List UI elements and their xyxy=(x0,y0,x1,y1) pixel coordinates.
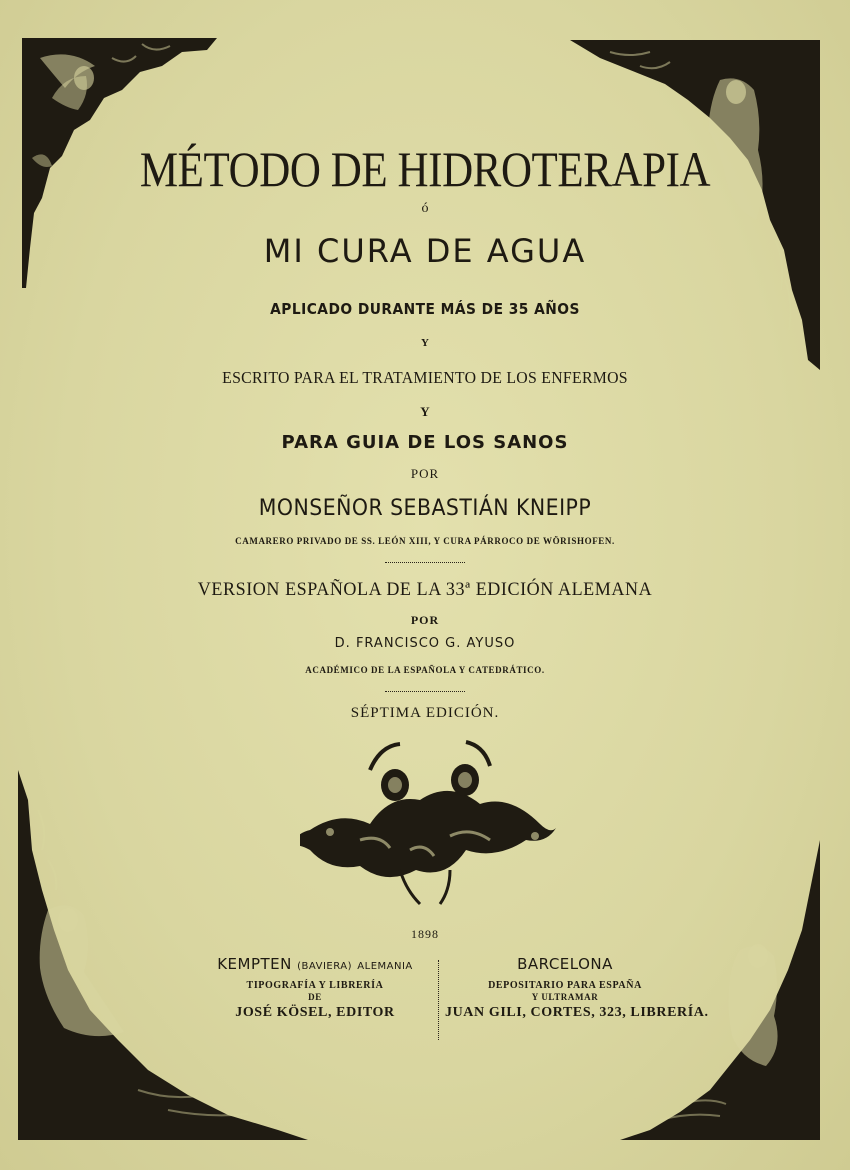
imprint-left-line2: DE xyxy=(308,992,322,1002)
imprint-divider xyxy=(438,960,439,1040)
cherub-vignette-icon xyxy=(300,740,560,914)
imprint-left-line1: TIPOGRAFÍA Y LIBRERÍA xyxy=(246,980,384,991)
book-subtitle: MI CURA DE AGUA xyxy=(263,232,587,270)
imprint-right-publisher: JUAN GILI, CORTES, 323, LIBRERÍA. xyxy=(445,1005,709,1020)
publication-year: 1898 xyxy=(411,927,439,941)
conjunction-y-2: Y xyxy=(420,404,430,419)
imprint-left-city: KEMPTEN xyxy=(217,955,292,973)
guide-line: PARA GUIA DE LOS SANOS xyxy=(281,432,569,453)
edition-line: SÉPTIMA EDICIÓN. xyxy=(350,705,500,721)
por-author: POR xyxy=(410,466,440,481)
imprint-left-region: (BAVIERA) xyxy=(297,961,353,972)
author-name: MONSEÑOR SEBASTIÁN KNEIPP xyxy=(258,496,592,521)
divider-rule xyxy=(385,562,465,563)
author-role: CAMARERO PRIVADO DE SS. LEÓN XIII, Y CURA PÁRROCO DE WÖRISHOFEN. xyxy=(235,536,615,546)
translator-role: ACADÉMICO DE LA ESPAÑOLA Y CATEDRÁTICO. xyxy=(305,665,545,675)
imprint-barcelona xyxy=(445,955,709,1021)
book-title: MÉTODO DE HIDROTERAPIA xyxy=(139,141,711,197)
imprint-left-country: ALEMANIA xyxy=(357,961,413,972)
por-translator: POR xyxy=(410,613,440,627)
imprint-right-line1: DEPOSITARIO PARA ESPAÑA xyxy=(488,980,642,991)
version-line: VERSION ESPAÑOLA DE LA 33ª EDICIÓN ALEMANA xyxy=(197,579,653,600)
written-line: ESCRITO PARA EL TRATAMIENTO DE LOS ENFERMOS xyxy=(222,368,628,387)
divider-rule xyxy=(385,691,465,692)
translator-name: D. FRANCISCO G. AYUSO xyxy=(334,636,516,651)
conjunction-o: ó xyxy=(421,201,429,216)
imprint-left-publisher: JOSÉ KÖSEL, EDITOR xyxy=(235,1005,395,1020)
applied-line: APLICADO DURANTE MÁS DE 35 AÑOS xyxy=(270,300,580,318)
imprint-right-line2: Y ULTRAMAR xyxy=(531,992,599,1002)
conjunction-y-1: Y xyxy=(421,337,429,349)
imprint-kempten xyxy=(195,955,435,1021)
imprint-right-city: BARCELONA xyxy=(517,955,613,973)
imprint-left-city-line xyxy=(195,955,435,973)
